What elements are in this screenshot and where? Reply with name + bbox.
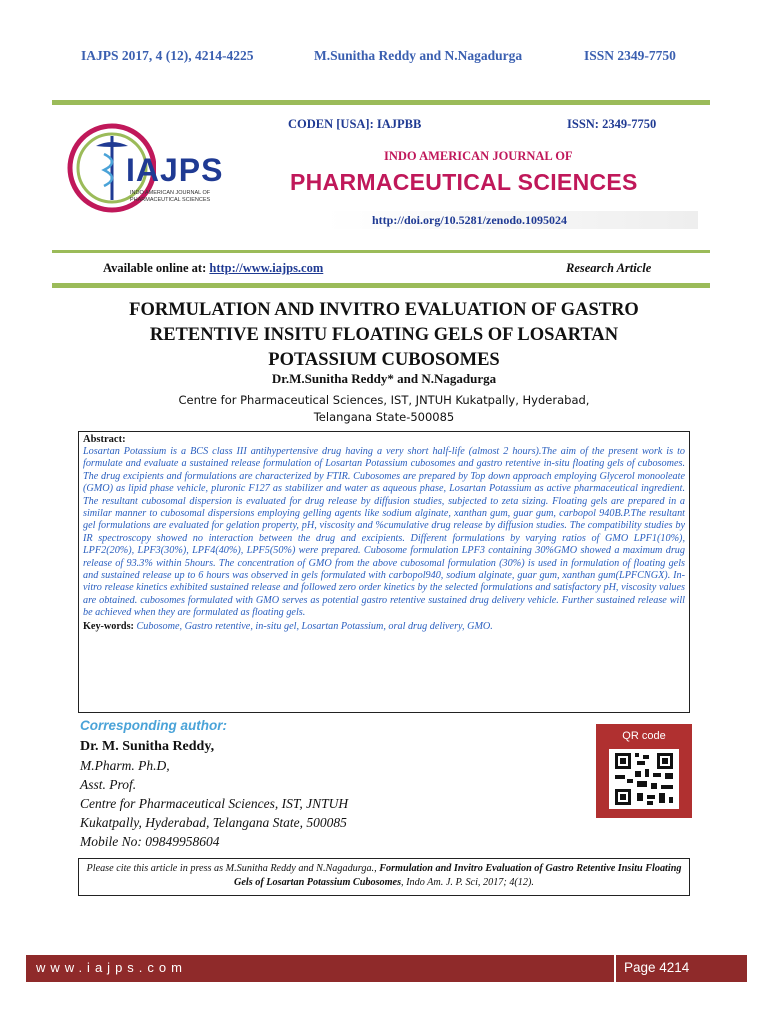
caduceus-wings-icon — [96, 142, 128, 147]
affiliation-line-2: Telangana State-500085 — [313, 410, 455, 424]
corresponding-degree: M.Pharm. Ph.D, — [80, 758, 170, 773]
coden: CODEN [USA]: IAJPBB — [288, 117, 422, 131]
article-rule — [52, 283, 710, 288]
footer-page-number: Page 4214 — [624, 960, 690, 975]
journal-name-line2: PHARMACEUTICAL SCIENCES — [290, 169, 638, 195]
logo-subtext-1: INDO AMERICAN JOURNAL OF — [130, 190, 211, 196]
title-line-1: FORMULATION AND INVITRO EVALUATION OF GASTRO — [129, 300, 639, 320]
cite-title: Formulation and Invitro Evaluation of Gastro Retentive Insitu Floating Gels of Losartan Potassium Cubosomes — [234, 863, 682, 888]
journal-name-line1: INDO AMERICAN JOURNAL OF — [384, 149, 573, 163]
qr-code-icon[interactable] — [609, 749, 679, 809]
header-issn: ISSN 2349-7750 — [584, 48, 676, 63]
keywords-label: Key-words: — [83, 620, 134, 632]
journal-logo — [64, 118, 240, 222]
affiliation-line-1: Centre for Pharmaceutical Sciences, IST, JNTUH Kukatpally, Hyderabad, — [178, 393, 590, 407]
keywords — [83, 620, 685, 633]
article-authors: Dr.M.Sunitha Reddy* and N.Nagadurga — [271, 371, 497, 386]
abstract-text: Losartan Potassium is a BCS class III antihypertensive drug having a very short half-life (almost 2 hours).The aim of the present work is to formulate and evaluate a sustained release formulation of Losartan Potassium cubosomes and gastro retentive in-situ floating gels of cubosomes. The drug excipients and formulations are characterized by FTIR. Cubosomes are prepared by Top down approach employing Glycerol monooleate (GMO) as lipid phase vehicle, pluronic F127 as stabilizer and water as aqueous phase, Losartan Potassium as active pharmaceutical ingredient. The resultant cubosomal dispersion is evaluated for drug release by diffusion studies, subjected to zeta sizing. Floating gels are prepared in a similar manner to cubosomal dispersions employing gelling agents like sodium alginate, xanthan gum, guar gum, carbopol 940B.P.The resultant gel formulations are evaluated for gelation property, pH, viscosity and %cumulative drug release by diffusion studies. The compatibility studies by IR spectroscopy showed no interaction between the drug and excipients. Different formulations by varying ratios of GMO LPF1(10%), LPF2(20%), LPF3(30%), LPF4(40%), LPF5(50%) were prepared. Cubosome formulation LPF3 containing 30%GMO showed a maximum drug release of 93.3% within 5hours. The concentration of GMO from the above cubosomal formulation (30%) is used in formulation of floating gels and sustained release up to 6 hours was observed in gels formulated with carbopol940, sodium alginate, guar gum, xanthan gum(LPFCNGX). In-vitro release kinetics exhibited sustained release and followed zero order kinetics by the selected formulations and satisfactory pH, viscosity values are obtained. cubosomes formulated with GMO serves as potential gastro retentive sustained drug delivery vehicle. Further sustained release will be achieved when they are formulated as floating gels. — [83, 446, 685, 619]
abstract-heading: Abstract: — [83, 434, 126, 445]
corresponding-name: Dr. M. Sunitha Reddy, — [80, 739, 215, 754]
header-citation: IAJPS 2017, 4 (12), 4214-4225 — [81, 48, 254, 63]
header-authors: M.Sunitha Reddy and N.Nagadurga — [314, 48, 523, 63]
affiliation — [0, 392, 768, 426]
corresponding-address-2: Kukatpally, Hyderabad, Telangana State, 500085 — [80, 815, 347, 830]
masthead-issn: ISSN: 2349-7750 — [567, 117, 657, 131]
doi-link[interactable]: http://doi.org/10.5281/zenodo.1095024 — [372, 213, 568, 227]
corresponding-mobile: Mobile No: 09849958604 — [80, 834, 220, 849]
journal-website-link[interactable]: http://www.iajps.com — [209, 261, 324, 275]
qr-code-label: QR code — [622, 730, 666, 742]
qr-code-graphic — [609, 749, 679, 809]
available-label: Available online at: — [103, 261, 210, 275]
article-type: Research Article — [566, 261, 652, 275]
available-online — [103, 261, 323, 276]
citation-box — [78, 858, 690, 896]
corresponding-heading: Corresponding author: — [80, 718, 227, 733]
cite-prefix: Please cite this article in press as M.Sunitha Reddy and N.Nagadurga., — [86, 863, 380, 874]
article-title — [60, 298, 708, 373]
logo-subtext-2: PHARMACEUTICAL SCIENCES — [130, 197, 211, 203]
title-line-3: POTASSIUM CUBOSOMES — [268, 350, 500, 370]
running-header — [0, 42, 768, 72]
logo-text: IAJPS — [126, 152, 224, 188]
keywords-list: Cubosome, Gastro retentive, in-situ gel, Losartan Potassium, oral drug delivery, GMO. — [133, 620, 493, 632]
title-line-2: RETENTIVE INSITU FLOATING GELS OF LOSARTAN — [149, 325, 619, 345]
masthead-rule — [52, 250, 710, 253]
cite-suffix: , Indo Am. J. P. Sci, 2017; 4(12). — [401, 877, 534, 888]
footer-website[interactable]: www.iajps.com — [36, 960, 187, 975]
footer-divider — [614, 955, 616, 982]
abstract-box — [78, 431, 690, 713]
corresponding-address-1: Centre for Pharmaceutical Sciences, IST, JNTUH — [80, 796, 349, 811]
corresponding-position: Asst. Prof. — [80, 777, 137, 792]
top-rule — [52, 100, 710, 105]
